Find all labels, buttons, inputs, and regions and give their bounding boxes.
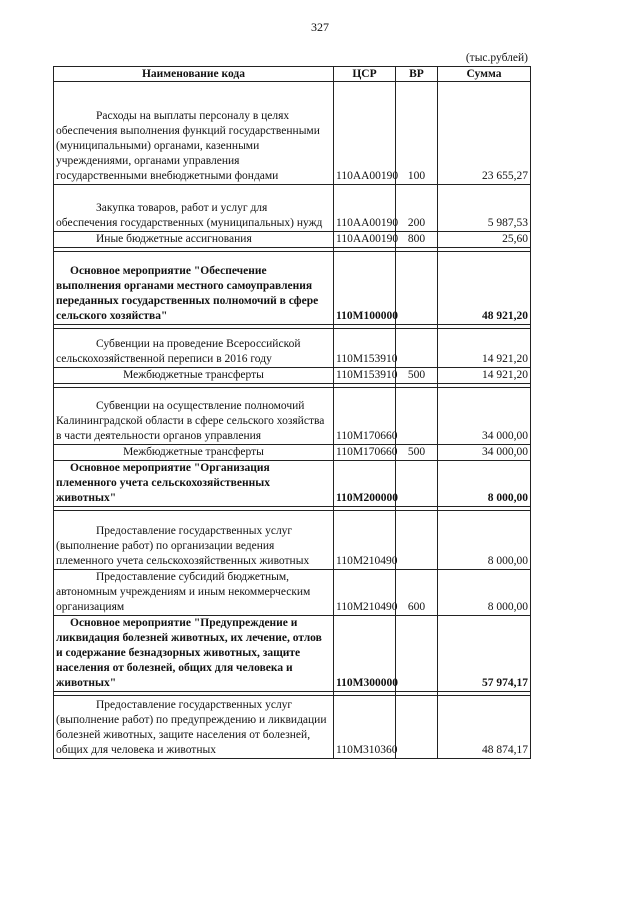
row-name: Основное мероприятие "Организация племенного учета сельскохозяйственных животных" <box>54 461 334 507</box>
row-sum: 23 655,27 <box>438 82 531 185</box>
row-name: Расходы на выплаты персоналу в целях обеспечения выполнения функций государственными (муниципальными) органами, казенными учреждениями, органами управления государственными внебюджетными фондами <box>54 82 334 185</box>
row-sum: 8 000,00 <box>438 461 531 507</box>
row-csr: 110М200000 <box>334 461 396 507</box>
row-csr: 110М310360 <box>334 696 396 759</box>
row-name: Основное мероприятие "Предупреждение и ликвидация болезней животных, их лечение, отлов и содержание безнадзорных животных, защите населения от болезней, общих для человека и животных" <box>54 616 334 692</box>
row-name: Иные бюджетные ассигнования <box>54 232 334 248</box>
row-sum: 57 974,17 <box>438 616 531 692</box>
row-sum: 5 987,53 <box>438 185 531 232</box>
table-row-section <box>54 252 531 325</box>
row-name: Закупка товаров, работ и услуг для обеспечения государственных (муниципальных) нужд <box>54 185 334 232</box>
row-csr: 110АА00190 <box>334 185 396 232</box>
row-vr <box>396 616 438 692</box>
row-vr: 800 <box>396 232 438 248</box>
table-row <box>54 329 531 368</box>
row-vr: 600 <box>396 570 438 616</box>
row-vr: 500 <box>396 445 438 461</box>
row-sum: 14 921,20 <box>438 329 531 368</box>
row-vr <box>396 696 438 759</box>
row-csr: 110М170660 <box>334 388 396 445</box>
table-row-section <box>54 461 531 507</box>
table-row-section <box>54 616 531 692</box>
row-vr: 200 <box>396 185 438 232</box>
row-csr: 110М170660 <box>334 445 396 461</box>
row-sum: 48 921,20 <box>438 252 531 325</box>
row-name: Субвенции на осуществление полномочий Калининградской области в сфере сельского хозяйства в части деятельности органов управления <box>54 388 334 445</box>
row-csr: 110АА00190 <box>334 82 396 185</box>
table-row <box>54 82 531 185</box>
row-csr: 110М153910 <box>334 329 396 368</box>
row-vr <box>396 252 438 325</box>
header-csr: ЦСР <box>334 67 396 82</box>
header-sum: Сумма <box>438 67 531 82</box>
header-name: Наименование кода <box>54 67 334 82</box>
row-vr <box>396 388 438 445</box>
row-csr: 110М210490 <box>334 570 396 616</box>
row-sum: 34 000,00 <box>438 388 531 445</box>
table-header-row <box>54 67 531 82</box>
row-csr: 110М210490 <box>334 511 396 570</box>
row-name: Межбюджетные трансферты <box>54 368 334 384</box>
row-name: Субвенции на проведение Всероссийской сельскохозяйственной переписи в 2016 году <box>54 329 334 368</box>
row-csr: 110М300000 <box>334 616 396 692</box>
row-csr: 110М153910 <box>334 368 396 384</box>
row-vr: 100 <box>396 82 438 185</box>
row-name: Предоставление государственных услуг (выполнение работ) по предупреждению и ликвидации болезней животных, защите населения от болезней, общих для человека и животных <box>54 696 334 759</box>
table-row <box>54 570 531 616</box>
row-name: Предоставление субсидий бюджетным, автономным учреждениям и иным некоммерческим организациям <box>54 570 334 616</box>
table-row <box>54 388 531 445</box>
row-sum: 14 921,20 <box>438 368 531 384</box>
table-row <box>54 511 531 570</box>
row-sum: 8 000,00 <box>438 511 531 570</box>
row-name: Предоставление государственных услуг (выполнение работ) по организации ведения племенного учета сельскохозяйственных животных <box>54 511 334 570</box>
row-sum: 34 000,00 <box>438 445 531 461</box>
row-sum: 8 000,00 <box>438 570 531 616</box>
table-row <box>54 696 531 759</box>
table-row <box>54 185 531 232</box>
row-sum: 25,60 <box>438 232 531 248</box>
table-row <box>54 368 531 384</box>
header-vr: ВР <box>396 67 438 82</box>
table-row <box>54 232 531 248</box>
row-vr <box>396 511 438 570</box>
row-csr: 110М100000 <box>334 252 396 325</box>
row-csr: 110АА00190 <box>334 232 396 248</box>
budget-table <box>53 66 531 759</box>
row-vr: 500 <box>396 368 438 384</box>
page-number: 327 <box>311 20 329 34</box>
row-name: Межбюджетные трансферты <box>54 445 334 461</box>
row-name: Основное мероприятие "Обеспечение выполнения органами местного самоуправления переданных государственных полномочий в сфере сельского хозяйства" <box>54 252 334 325</box>
row-vr <box>396 461 438 507</box>
units-label: (тыс.рублей) <box>465 52 528 64</box>
table-row <box>54 445 531 461</box>
row-vr <box>396 329 438 368</box>
row-sum: 48 874,17 <box>438 696 531 759</box>
